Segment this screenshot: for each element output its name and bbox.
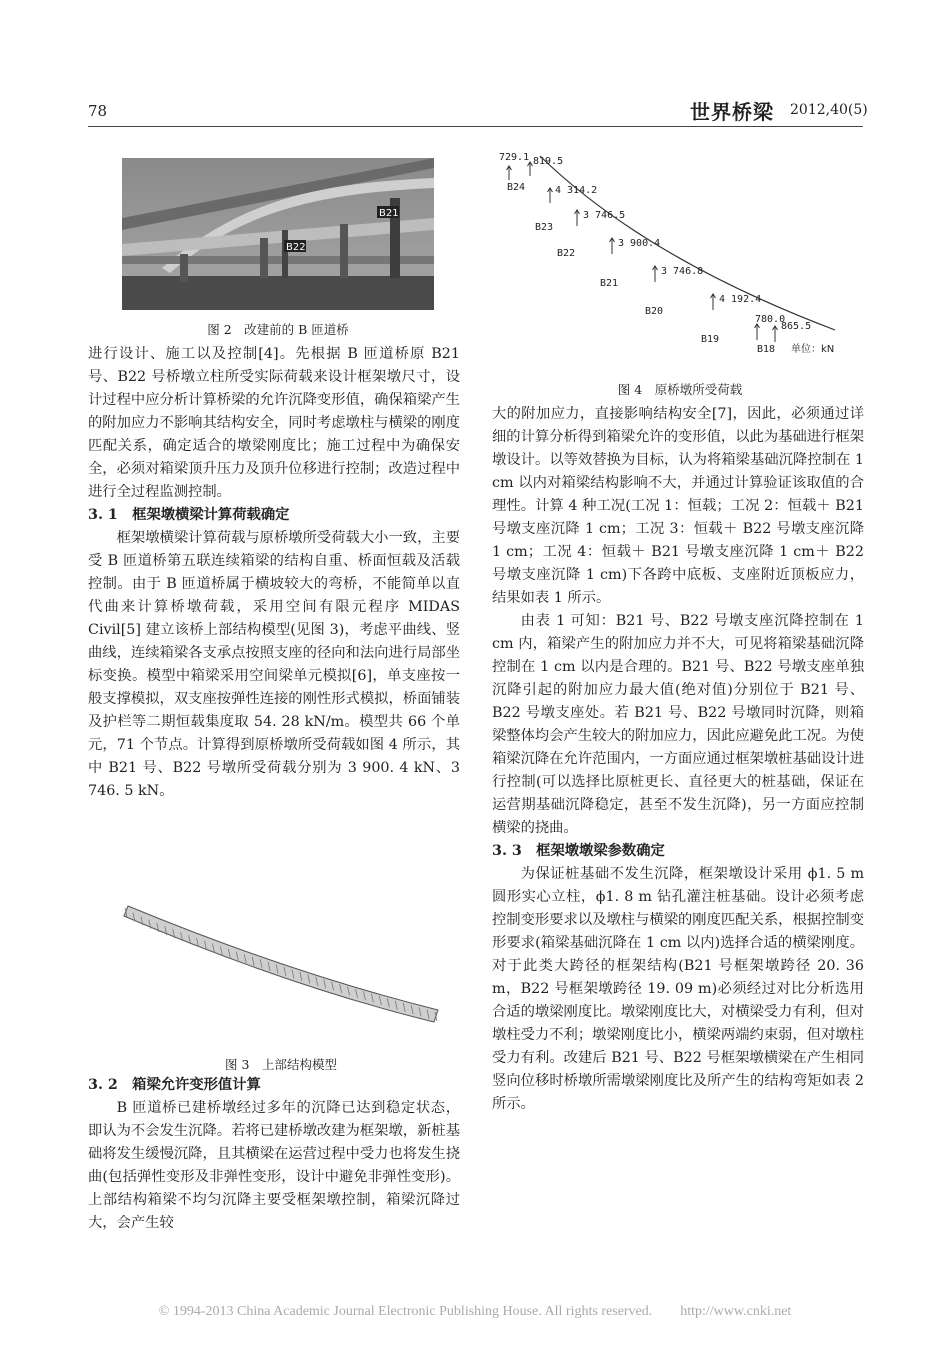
figure-4-caption: 图 4 原桥墩所受荷载 bbox=[617, 382, 743, 397]
left-paragraph-1: 进行设计、施工以及控制[4]。先根据 B 匝道桥原 B21 号、B22 号桥墩立柱所受实际荷载来设计框架墩尺寸，设计过程中应分析计算桥梁的允许沉降变形值，确保箱梁产生的附加应力不影响其结构安全，同时考虑墩柱与横梁的刚度匹配关系，确定适合的墩梁刚度比；施工过程中为确保安全，必须对箱梁顶升压力及顶升位移进行控制；改造过程中进行全过程监测控制。 bbox=[88, 346, 460, 500]
load-value-label: 729.1 bbox=[499, 152, 530, 163]
pier-label: B19 bbox=[701, 334, 720, 345]
copyright-footer: © 1994-2013 China Academic Journal Electronic Publishing House. All rights reserved. http://www.cnki.net bbox=[158, 1304, 792, 1319]
unit-label: 单位：kN bbox=[791, 344, 835, 355]
pier-label: B20 bbox=[645, 306, 664, 317]
load-value-label: 780.0 bbox=[755, 314, 786, 325]
figure-2-photo bbox=[122, 158, 434, 310]
load-value-label: 3 746.5 bbox=[583, 210, 626, 221]
load-value-label: 865.5 bbox=[781, 321, 812, 332]
left-paragraph-3: B 匝道桥已建桥墩经过多年的沉降已达到稳定状态，即认为不会发生沉降。若将已建桥墩改建为框架墩，新桩基础将发生缓慢沉降，且其横梁在运营过程中受力也将发生挠曲(包括弹性变形及非弹性变形，设计中避免非弹性变形)。上部结构箱梁不均匀沉降主要受框架墩控制，箱梁沉降过大，会产生较 bbox=[88, 1100, 460, 1231]
figure-4-diagram bbox=[495, 148, 865, 363]
fig2-label-b22: B22 bbox=[286, 242, 306, 253]
pier-label: B24 bbox=[507, 182, 526, 193]
figure-3-caption: 图 3 上部结构模型 bbox=[225, 1057, 337, 1072]
pier-label: B22 bbox=[557, 248, 576, 259]
page-header bbox=[0, 0, 950, 130]
right-column bbox=[492, 403, 864, 1116]
journal-volume: 2012,40(5) bbox=[790, 102, 868, 118]
figure-3-model bbox=[120, 898, 442, 1023]
fig2-label-b21: B21 bbox=[379, 208, 399, 219]
figure-2-caption: 图 2 改建前的 B 匝道桥 bbox=[207, 322, 349, 337]
header-rule bbox=[88, 126, 863, 127]
load-value-label: 4 192.4 bbox=[719, 294, 762, 305]
load-value-label: 3 746.8 bbox=[661, 266, 704, 277]
left-column bbox=[88, 343, 460, 803]
right-paragraph-3: 为保证桩基础不发生沉降，框架墩设计采用 ϕ1. 5 m 圆形实心立柱，ϕ1. 8 m 钻孔灌注桩基础。设计必须考虑控制变形要求以及墩柱与横梁的刚度匹配关系，根据控制变形要求(箱梁基础沉降在 1 cm 以内)选择合适的横梁刚度。对于此类大跨径的框架结构(B21 号框架墩跨径 20. 36 m，B22 号框架墩跨径 19. 09 m)必须经过对比分析选用合适的墩梁刚度比。墩梁刚度比大，对横梁受力有利，但对墩柱受力不利；墩梁刚度比小，横梁两端约束弱，但对墩柱受力有利。改建后 B21 号、B22 号框架墩横梁在产生相同竖向位移时桥墩所需墩梁刚度比及所产生的结构弯矩如表 2 所示。 bbox=[492, 866, 864, 1112]
pier-label: B18 bbox=[757, 344, 776, 355]
load-value-label: 4 314.2 bbox=[555, 185, 598, 196]
pier-label: B21 bbox=[600, 278, 619, 289]
section-3-1-heading: 3. 1 框架墩横梁计算荷载确定 bbox=[88, 507, 290, 523]
load-value-label: 3 900.4 bbox=[618, 238, 661, 249]
page-number: 78 bbox=[88, 102, 108, 120]
journal-title: 世界桥梁 bbox=[690, 100, 774, 124]
left-column-lower bbox=[88, 1074, 460, 1235]
section-3-2-heading: 3. 2 箱梁允许变形值计算 bbox=[88, 1077, 261, 1093]
right-paragraph-2: 由表 1 可知：B21 号、B22 号墩支座沉降控制在 1 cm 内，箱梁产生的附加应力并不大，可见将箱梁基础沉降控制在 1 cm 以内是合理的。B21 号、B22 号墩支座单独沉降引起的附加应力最大值(绝对值)分别位于 B21 号、B22 号墩支座处。若 B21 号、B22 号墩同时沉降，则箱梁整体均会产生较大的附加应力，因此应避免此工况。为使箱梁沉降在允许范围内，一方面应通过框架墩桩基础设计进行控制(可以选择比原桩更长、直径更大的桩基础，保证在运营期基础沉降稳定，甚至不发生沉降)，另一方面应控制横梁的挠曲。 bbox=[492, 613, 864, 836]
section-3-3-heading: 3. 3 框架墩墩梁参数确定 bbox=[492, 843, 665, 859]
right-paragraph-1: 大的附加应力，直接影响结构安全[7]，因此，必须通过详细的计算分析得到箱梁允许的变形值，以此为基础进行框架墩设计。以等效替换为目标，认为将箱梁基础沉降控制在 1 cm 以内对箱梁结构影响不大，并通过计算验证该取值的合理性。计算 4 种工况(工况 1：恒载；工况 2：恒载＋ B21 号墩支座沉降 1 cm；工况 3：恒载＋ B22 号墩支座沉降 1 cm；工况 4：恒载＋ B21 号墩支座沉降 1 cm＋ B22 号墩支座沉降 1 cm)下各跨中底板、支座附近顶板应力，结果如表 1 所示。 bbox=[492, 406, 864, 606]
pier-label: B23 bbox=[535, 222, 554, 233]
load-value-label: 819.5 bbox=[533, 156, 564, 167]
girder-curve bbox=[540, 156, 835, 330]
left-paragraph-2: 框架墩横梁计算荷载与原桥墩所受荷载大小一致，主要受 B 匝道桥第五联连续箱梁的结构自重、桥面恒载及活载控制。由于 B 匝道桥属于横坡较大的弯桥，不能简单以直代曲来计算桥墩荷载，采用空间有限元程序 MIDAS Civil[5] 建立该桥上部结构模型(见图 3)，考虑平曲线、竖曲线，连续箱梁各支承点按照支座的径向和法向进行局部坐标变换。模型中箱梁采用空间梁单元模拟[6]，单支座按一般支撑模拟，双支座按弹性连接的刚性形式模拟，桥面铺装及护栏等二期恒载集度取 54. 28 kN/m。模型共 66 个单元，71 个节点。计算得到原桥墩所受荷载如图 4 所示，其中 B21 号、B22 号墩所受荷载分别为 3 900. 4 kN、3 746. 5 kN。 bbox=[88, 530, 460, 799]
